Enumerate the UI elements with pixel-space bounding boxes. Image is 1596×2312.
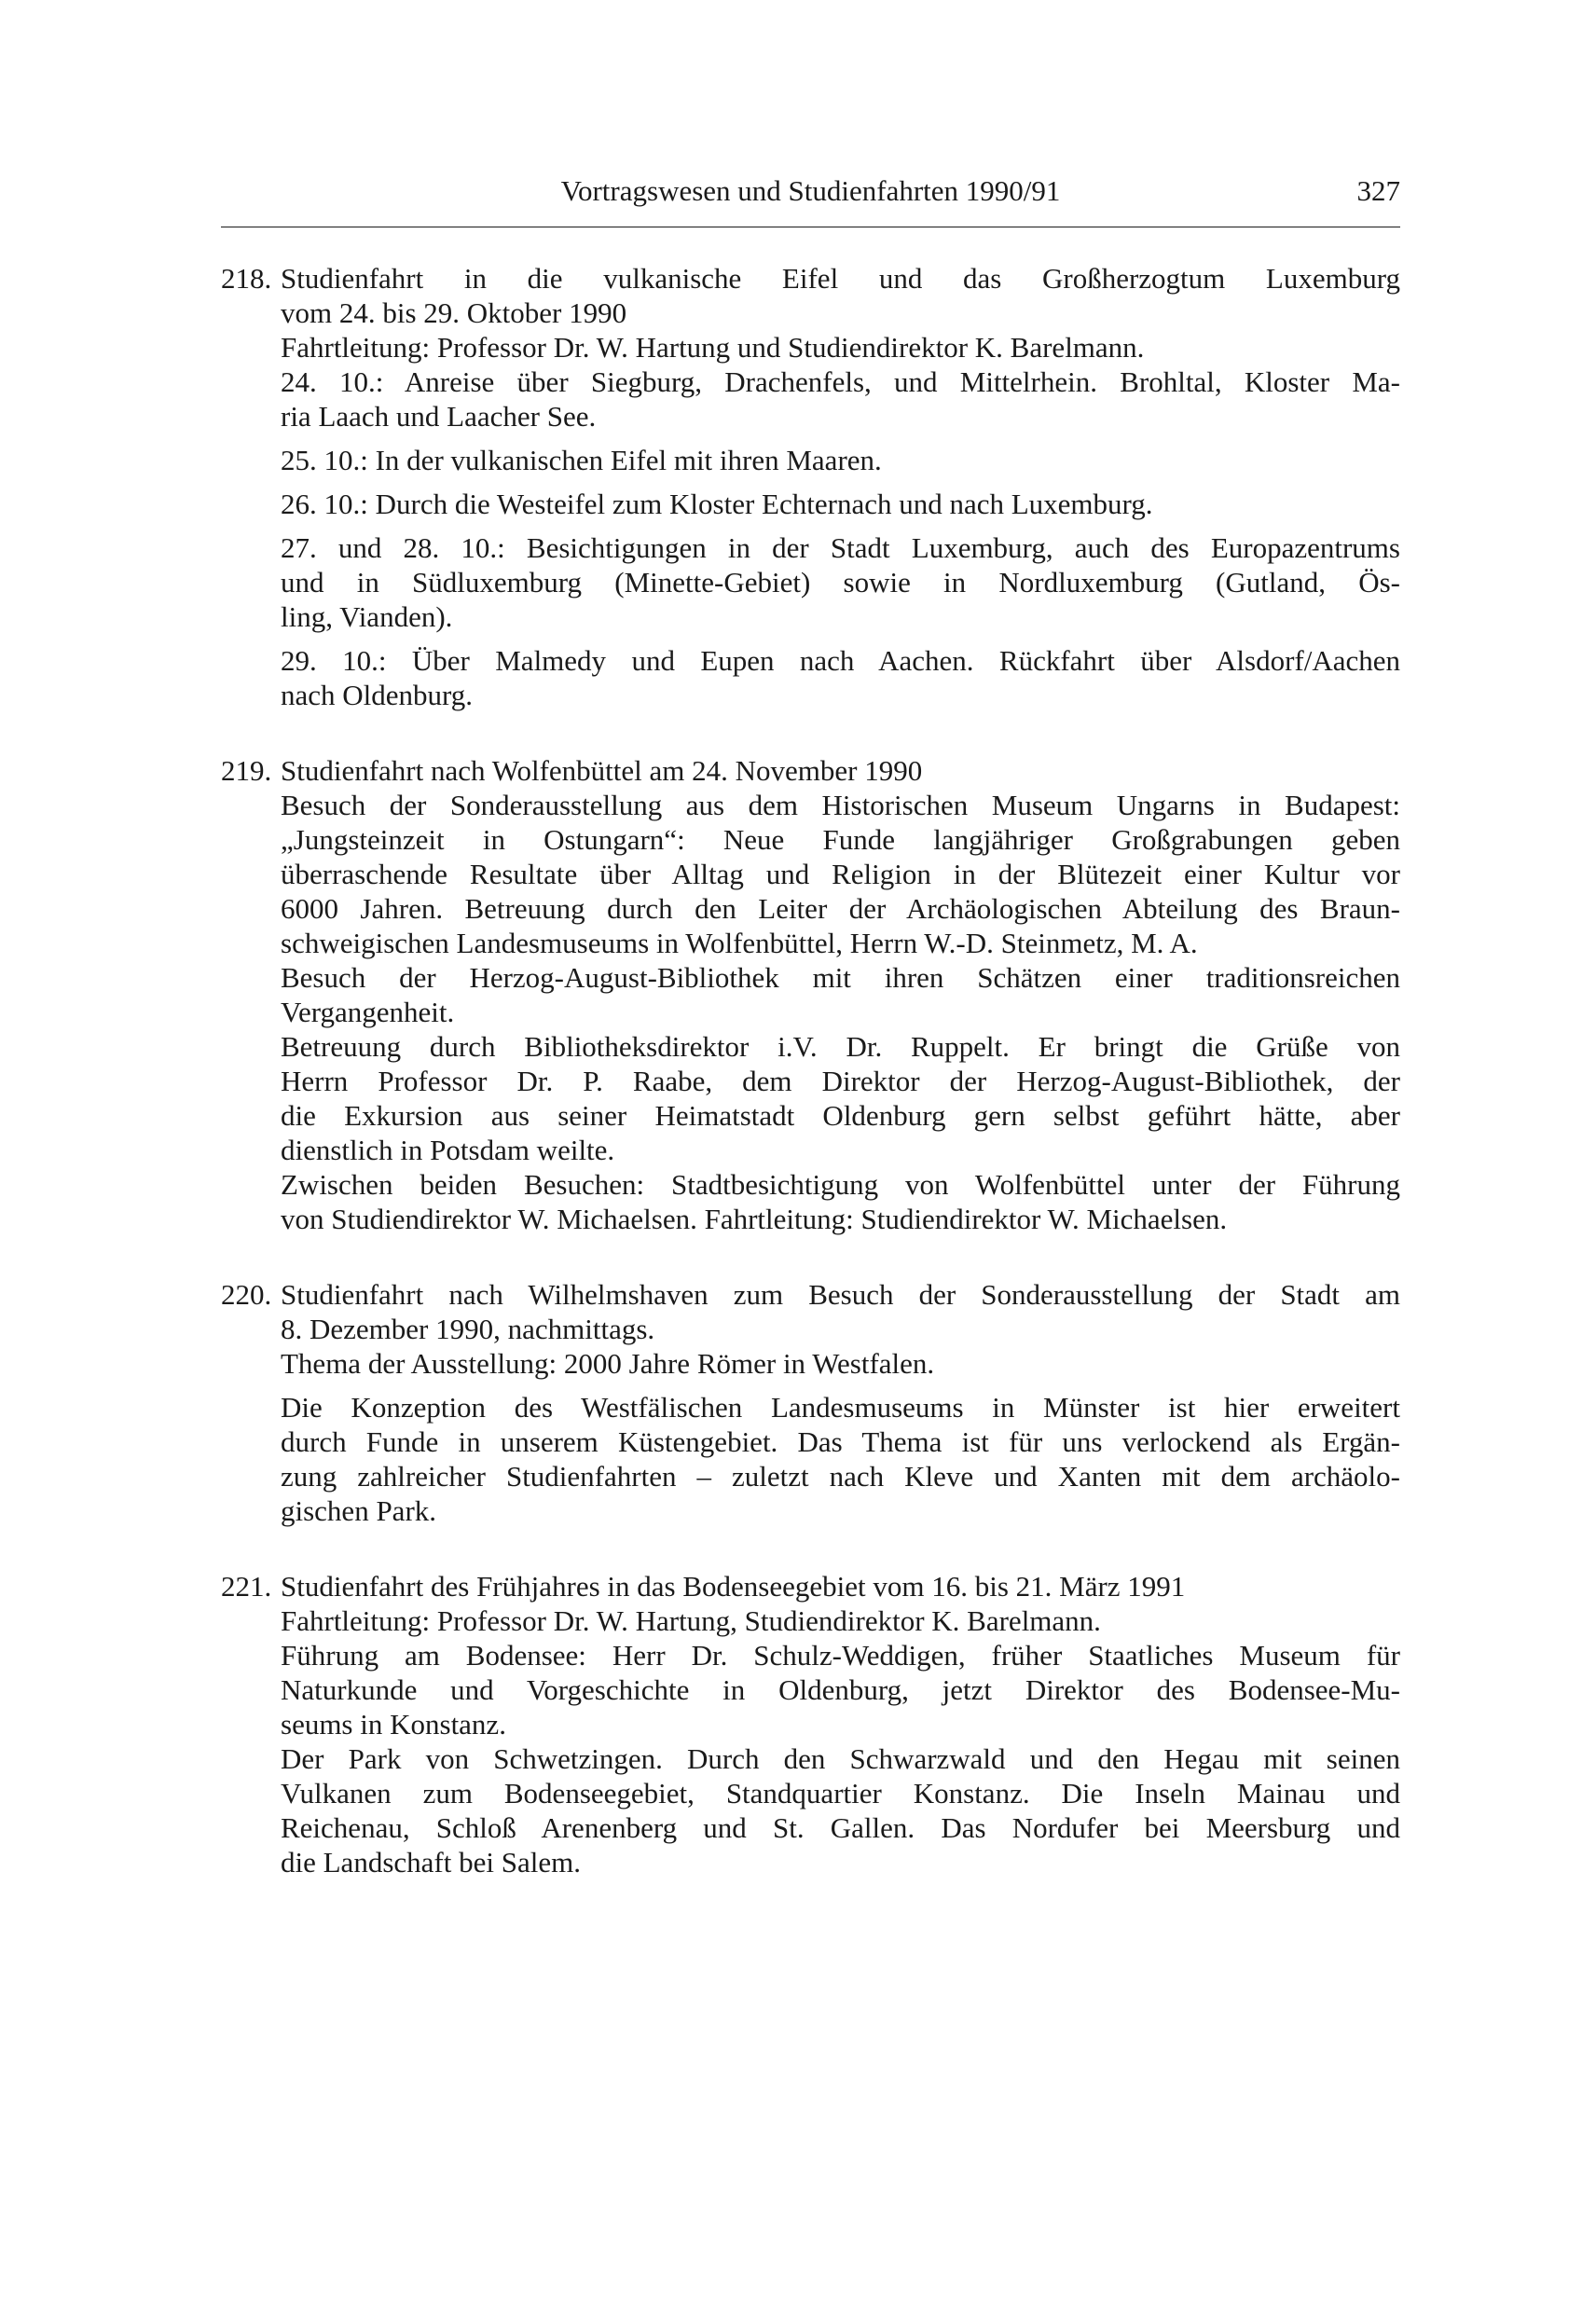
entry-line: überraschende Resultate über Alltag und Religion in der Blütezeit einer Kultur vor: [281, 858, 1400, 890]
entry-list: [221, 261, 1400, 1920]
entry-line: Besuch der Herzog-August-Bibliothek mit ihren Schätzen einer traditionsreichen: [281, 961, 1400, 994]
entry-219: [221, 753, 1400, 1236]
entry-line: Thema der Ausstellung: 2000 Jahre Römer in Westfalen.: [281, 1347, 935, 1380]
entry-line: gischen Park.: [281, 1494, 437, 1527]
entry-line: „Jungsteinzeit in Ostungarn“: Neue Funde langjähriger Großgrabungen geben: [281, 823, 1400, 856]
entry-line: Vulkanen zum Bodenseegebiet, Standquartier Konstanz. Die Inseln Mainau und: [281, 1777, 1400, 1810]
entry-line: 29. 10.: Über Malmedy und Eupen nach Aachen. Rückfahrt über Alsdorf/Aachen: [281, 644, 1400, 677]
entry-line: Studienfahrt nach Wilhelmshaven zum Besuch der Sonderausstellung der Stadt am: [281, 1278, 1400, 1311]
entry-line: Fahrtleitung: Professor Dr. W. Hartung, Studiendirektor K. Barelmann.: [281, 1604, 1101, 1637]
entry-number: 220.: [221, 1278, 272, 1311]
entry-line: 26. 10.: Durch die Westeifel zum Kloster Echternach und nach Luxemburg.: [281, 488, 1153, 520]
entry-number: 221.: [221, 1570, 272, 1603]
entry-220: [221, 1277, 1400, 1528]
entry-line: Zwischen beiden Besuchen: Stadtbesichtigung von Wolfenbüttel unter der Führung: [281, 1168, 1400, 1201]
entry-line: ria Laach und Laacher See.: [281, 400, 597, 433]
entry-line: Studienfahrt in die vulkanische Eifel und das Großherzogtum Luxemburg: [281, 262, 1400, 295]
entry-line: 8. Dezember 1990, nachmittags.: [281, 1313, 655, 1345]
entry-line: 25. 10.: In der vulkanischen Eifel mit ihren Maaren.: [281, 444, 882, 476]
entry-line: 27. und 28. 10.: Besichtigungen in der Stadt Luxemburg, auch des Europazentrums: [281, 531, 1400, 564]
entry-line: durch Funde in unserem Küstengebiet. Das Thema ist für uns verlockend als Ergän-: [281, 1425, 1400, 1458]
entry-line: Herrn Professor Dr. P. Raabe, dem Direktor der Herzog-August-Bibliothek, der: [281, 1065, 1400, 1097]
entry-line: Studienfahrt des Frühjahres in das Bodenseegebiet vom 16. bis 21. März 1991: [281, 1570, 1186, 1603]
entry-line: Besuch der Sonderausstellung aus dem Historischen Museum Ungarns in Budapest:: [281, 789, 1400, 821]
entry-line: Studienfahrt nach Wolfenbüttel am 24. November 1990: [281, 754, 923, 787]
entry-line: Vergangenheit.: [281, 996, 455, 1028]
entry-line: die Landschaft bei Salem.: [281, 1846, 581, 1878]
page-number: 327: [1356, 174, 1400, 207]
entry-line: nach Oldenburg.: [281, 679, 474, 711]
running-head: [221, 172, 1400, 219]
entry-line: ling, Vianden).: [281, 600, 453, 633]
entry-line: Fahrtleitung: Professor Dr. W. Hartung und Studiendirektor K. Barelmann.: [281, 331, 1145, 364]
entry-218: [221, 261, 1400, 712]
entry-number: 219.: [221, 754, 272, 787]
entry-line: Führung am Bodensee: Herr Dr. Schulz-Weddigen, früher Staatliches Museum für: [281, 1639, 1400, 1672]
entry-line: 24. 10.: Anreise über Siegburg, Drachenfels, und Mittelrhein. Brohltal, Kloster Ma-: [281, 365, 1400, 398]
entry-line: Naturkunde und Vorgeschichte in Oldenburg, jetzt Direktor des Bodensee-Mu-: [281, 1673, 1400, 1706]
running-head-title: Vortragswesen und Studienfahrten 1990/91: [560, 174, 1061, 207]
entry-line: 6000 Jahren. Betreuung durch den Leiter der Archäologischen Abteilung des Braun-: [281, 892, 1400, 925]
entry-line: Reichenau, Schloß Arenenberg und St. Gallen. Das Nordufer bei Meersburg und: [281, 1811, 1400, 1844]
entry-line: und in Südluxemburg (Minette-Gebiet) sowie in Nordluxemburg (Gutland, Ös-: [281, 566, 1400, 599]
entry-line: die Exkursion aus seiner Heimatstadt Oldenburg gern selbst geführt hätte, aber: [281, 1099, 1400, 1132]
entry-number: 218.: [221, 262, 272, 295]
entry-line: Der Park von Schwetzingen. Durch den Schwarzwald und den Hegau mit seinen: [281, 1742, 1400, 1775]
entry-line: dienstlich in Potsdam weilte.: [281, 1134, 615, 1166]
entry-line: Die Konzeption des Westfälischen Landesmuseums in Münster ist hier erweitert: [281, 1391, 1400, 1424]
entry-line: Betreuung durch Bibliotheksdirektor i.V. Dr. Ruppelt. Er bringt die Grüße von: [281, 1030, 1400, 1063]
entry-line: seums in Konstanz.: [281, 1708, 506, 1741]
entry-221: [221, 1569, 1400, 1879]
entry-line: zung zahlreicher Studienfahrten – zuletzt nach Kleve und Xanten mit dem archäolo-: [281, 1460, 1400, 1493]
entry-line: von Studiendirektor W. Michaelsen. Fahrtleitung: Studiendirektor W. Michaelsen.: [281, 1203, 1228, 1235]
entry-line: schweigischen Landesmuseums in Wolfenbüttel, Herrn W.-D. Steinmetz, M. A.: [281, 927, 1198, 959]
entry-line: vom 24. bis 29. Oktober 1990: [281, 296, 627, 329]
